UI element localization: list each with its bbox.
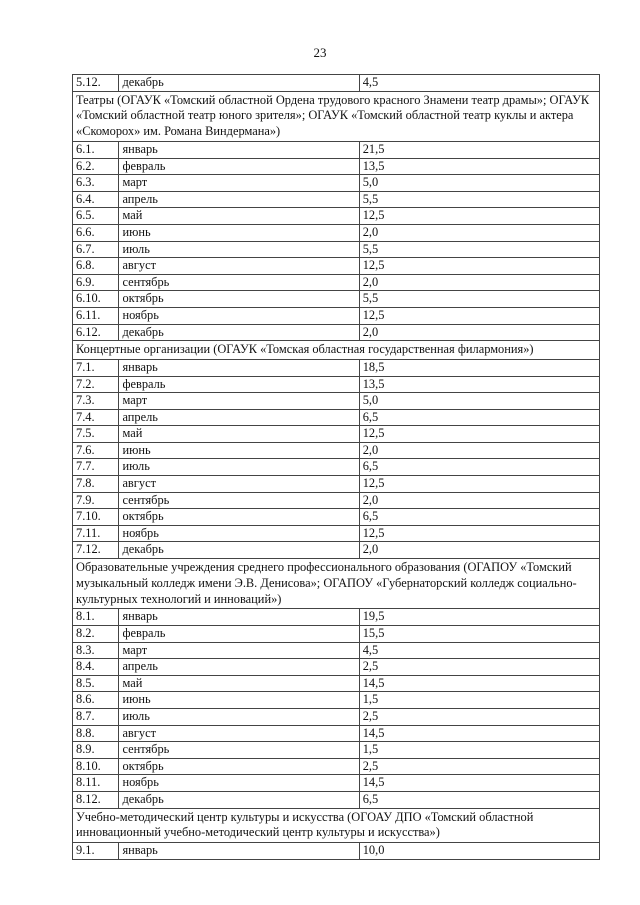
value-cell: 13,5 <box>359 158 599 175</box>
value-cell: 2,0 <box>359 492 599 509</box>
row-number-cell: 6.6. <box>73 224 119 241</box>
value-cell: 5,5 <box>359 191 599 208</box>
month-cell: август <box>119 258 359 275</box>
value-cell: 1,5 <box>359 742 599 759</box>
value-cell: 6,5 <box>359 791 599 808</box>
month-cell: февраль <box>119 626 359 643</box>
value-cell: 2,0 <box>359 224 599 241</box>
value-cell: 19,5 <box>359 609 599 626</box>
row-number-cell: 6.10. <box>73 291 119 308</box>
table-row <box>73 359 600 376</box>
table-row <box>73 208 600 225</box>
section-title: Театры (ОГАУК «Томский областной Ордена трудового красного Знамени театр драмы»; ОГАУК «Томский областной театр юного зрителя»; ОГАУК «Томский областной театр куклы и актера «Скоморох» им. Романа Виндермана») <box>73 91 600 141</box>
row-number-cell: 8.5. <box>73 675 119 692</box>
table-row <box>73 675 600 692</box>
month-cell: август <box>119 476 359 493</box>
row-number-cell: 7.7. <box>73 459 119 476</box>
table-row <box>73 291 600 308</box>
row-number-cell: 6.4. <box>73 191 119 208</box>
section-title: Учебно-методический центр культуры и искусства (ОГОАУ ДПО «Томский областной инновационный учебно-методический центр культуры и искусства») <box>73 808 600 843</box>
month-cell: май <box>119 426 359 443</box>
row-number-cell: 6.11. <box>73 307 119 324</box>
value-cell: 4,5 <box>359 642 599 659</box>
row-number-cell: 8.4. <box>73 659 119 676</box>
section-header-row <box>73 91 600 141</box>
value-cell: 6,5 <box>359 409 599 426</box>
row-number-cell: 8.8. <box>73 725 119 742</box>
table-row <box>73 843 600 860</box>
table-row <box>73 476 600 493</box>
value-cell: 10,0 <box>359 843 599 860</box>
page-number: 23 <box>313 45 327 60</box>
section-header-row <box>73 808 600 843</box>
table-row <box>73 509 600 526</box>
table-row <box>73 274 600 291</box>
table-row <box>73 409 600 426</box>
row-number-cell: 7.12. <box>73 542 119 559</box>
table-row <box>73 525 600 542</box>
table-row <box>73 609 600 626</box>
month-cell: август <box>119 725 359 742</box>
section-title: Концертные организации (ОГАУК «Томская областная государственная филармония») <box>73 341 600 360</box>
value-cell: 12,5 <box>359 258 599 275</box>
table-row <box>73 692 600 709</box>
table-row <box>73 492 600 509</box>
table-row <box>73 224 600 241</box>
value-cell: 2,5 <box>359 708 599 725</box>
month-cell: январь <box>119 609 359 626</box>
table-row <box>73 642 600 659</box>
table-row <box>73 742 600 759</box>
row-number-cell: 8.7. <box>73 708 119 725</box>
month-cell: январь <box>119 359 359 376</box>
value-cell: 12,5 <box>359 208 599 225</box>
table-row <box>73 324 600 341</box>
month-cell: сентябрь <box>119 492 359 509</box>
month-cell: декабрь <box>119 324 359 341</box>
row-number-cell: 7.2. <box>73 376 119 393</box>
month-cell: декабрь <box>119 791 359 808</box>
row-number-cell: 7.3. <box>73 393 119 410</box>
row-number-cell: 6.8. <box>73 258 119 275</box>
table-row <box>73 659 600 676</box>
month-cell: ноябрь <box>119 775 359 792</box>
month-cell: октябрь <box>119 758 359 775</box>
table-row <box>73 258 600 275</box>
month-cell: май <box>119 208 359 225</box>
row-number-cell: 9.1. <box>73 843 119 860</box>
table-row <box>73 791 600 808</box>
month-cell: декабрь <box>119 542 359 559</box>
month-cell: июнь <box>119 692 359 709</box>
schedule-table <box>72 74 600 860</box>
table-row <box>73 141 600 158</box>
value-cell: 12,5 <box>359 476 599 493</box>
row-number-cell: 6.3. <box>73 175 119 192</box>
row-number-cell: 8.2. <box>73 626 119 643</box>
table-row <box>73 191 600 208</box>
table-row <box>73 775 600 792</box>
month-cell: февраль <box>119 376 359 393</box>
row-number-cell: 6.12. <box>73 324 119 341</box>
value-cell: 1,5 <box>359 692 599 709</box>
row-number-cell: 6.5. <box>73 208 119 225</box>
month-cell: декабрь <box>119 75 359 92</box>
month-cell: июнь <box>119 224 359 241</box>
table-row <box>73 307 600 324</box>
row-number-cell: 8.11. <box>73 775 119 792</box>
table-row <box>73 442 600 459</box>
value-cell: 12,5 <box>359 426 599 443</box>
row-number-cell: 5.12. <box>73 75 119 92</box>
row-number-cell: 7.5. <box>73 426 119 443</box>
section-header-row <box>73 559 600 609</box>
row-number-cell: 7.6. <box>73 442 119 459</box>
row-number-cell: 8.9. <box>73 742 119 759</box>
value-cell: 14,5 <box>359 725 599 742</box>
value-cell: 12,5 <box>359 307 599 324</box>
value-cell: 5,5 <box>359 241 599 258</box>
row-number-cell: 8.1. <box>73 609 119 626</box>
row-number-cell: 8.12. <box>73 791 119 808</box>
table-row <box>73 758 600 775</box>
value-cell: 12,5 <box>359 525 599 542</box>
row-number-cell: 6.2. <box>73 158 119 175</box>
month-cell: январь <box>119 843 359 860</box>
table-row <box>73 393 600 410</box>
month-cell: июль <box>119 708 359 725</box>
table-row <box>73 426 600 443</box>
row-number-cell: 7.10. <box>73 509 119 526</box>
table-row <box>73 708 600 725</box>
row-number-cell: 7.8. <box>73 476 119 493</box>
month-cell: ноябрь <box>119 525 359 542</box>
month-cell: январь <box>119 141 359 158</box>
month-cell: июль <box>119 459 359 476</box>
value-cell: 6,5 <box>359 509 599 526</box>
month-cell: июнь <box>119 442 359 459</box>
month-cell: апрель <box>119 191 359 208</box>
value-cell: 2,5 <box>359 659 599 676</box>
month-cell: апрель <box>119 409 359 426</box>
value-cell: 14,5 <box>359 775 599 792</box>
month-cell: ноябрь <box>119 307 359 324</box>
value-cell: 18,5 <box>359 359 599 376</box>
table-row <box>73 459 600 476</box>
table-row <box>73 542 600 559</box>
value-cell: 5,5 <box>359 291 599 308</box>
month-cell: май <box>119 675 359 692</box>
month-cell: сентябрь <box>119 274 359 291</box>
table-row <box>73 75 600 92</box>
value-cell: 4,5 <box>359 75 599 92</box>
row-number-cell: 6.1. <box>73 141 119 158</box>
row-number-cell: 7.4. <box>73 409 119 426</box>
value-cell: 14,5 <box>359 675 599 692</box>
month-cell: март <box>119 642 359 659</box>
table-row <box>73 725 600 742</box>
table-row <box>73 241 600 258</box>
month-cell: март <box>119 393 359 410</box>
section-header-row <box>73 341 600 360</box>
value-cell: 15,5 <box>359 626 599 643</box>
month-cell: июль <box>119 241 359 258</box>
table-row <box>73 626 600 643</box>
table-row <box>73 175 600 192</box>
row-number-cell: 8.10. <box>73 758 119 775</box>
section-title: Образовательные учреждения среднего профессионального образования (ОГАПОУ «Томский музыкальный колледж имени Э.В. Денисова»; ОГАПОУ «Губернаторский колледж социально-культурных технологий и инноваций») <box>73 559 600 609</box>
value-cell: 2,0 <box>359 324 599 341</box>
table-row <box>73 376 600 393</box>
table-row <box>73 158 600 175</box>
month-cell: октябрь <box>119 291 359 308</box>
row-number-cell: 7.9. <box>73 492 119 509</box>
value-cell: 2,0 <box>359 542 599 559</box>
value-cell: 5,0 <box>359 393 599 410</box>
value-cell: 2,0 <box>359 274 599 291</box>
row-number-cell: 7.11. <box>73 525 119 542</box>
value-cell: 5,0 <box>359 175 599 192</box>
month-cell: март <box>119 175 359 192</box>
value-cell: 21,5 <box>359 141 599 158</box>
month-cell: октябрь <box>119 509 359 526</box>
value-cell: 2,0 <box>359 442 599 459</box>
row-number-cell: 6.7. <box>73 241 119 258</box>
row-number-cell: 7.1. <box>73 359 119 376</box>
row-number-cell: 6.9. <box>73 274 119 291</box>
row-number-cell: 8.6. <box>73 692 119 709</box>
row-number-cell: 8.3. <box>73 642 119 659</box>
value-cell: 6,5 <box>359 459 599 476</box>
month-cell: апрель <box>119 659 359 676</box>
value-cell: 13,5 <box>359 376 599 393</box>
schedule-table-body <box>73 75 600 860</box>
value-cell: 2,5 <box>359 758 599 775</box>
month-cell: февраль <box>119 158 359 175</box>
month-cell: сентябрь <box>119 742 359 759</box>
